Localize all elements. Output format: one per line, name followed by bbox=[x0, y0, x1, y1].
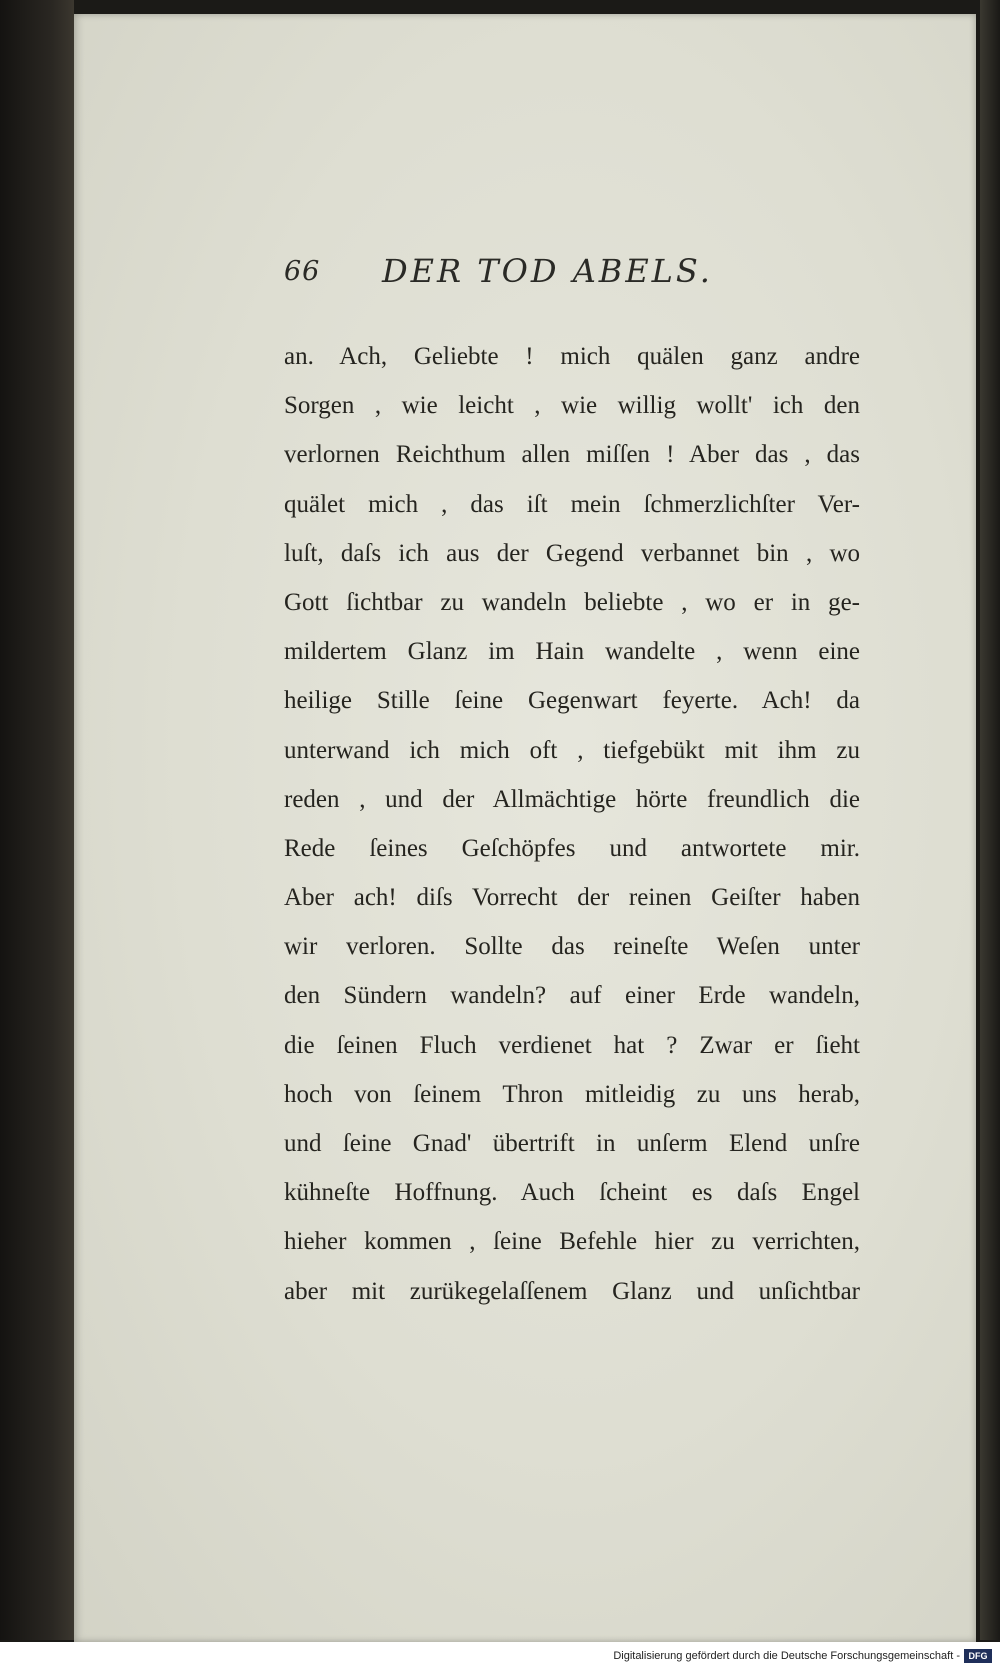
text-line: hoch von ſeinem Thron mitleidig zu uns herab, bbox=[284, 1080, 860, 1108]
text-line: und ſeine Gnad' übertrift in unſerm Elend unſre bbox=[284, 1130, 860, 1157]
text-line: kühneſte Hoffnung. Auch ſcheint es daſs Engel bbox=[284, 1179, 860, 1207]
text-line: den Sündern wandeln? auf einer Erde wandeln, bbox=[284, 982, 860, 1010]
text-line: an. Ach, Geliebte ! mich quälen ganz andre bbox=[284, 343, 860, 370]
scan-background-right bbox=[980, 0, 1000, 1640]
text-line: verlornen Reichthum allen miſſen ! Aber das , das bbox=[284, 441, 860, 469]
text-line: hieher kommen , ſeine Befehle hier zu verrichten, bbox=[284, 1228, 860, 1256]
footer-band bbox=[0, 1642, 1000, 1672]
text-line: unterwand ich mich oft , tiefgebükt mit ihm zu bbox=[284, 736, 860, 764]
scan-background-left bbox=[0, 0, 74, 1640]
book-page bbox=[74, 14, 976, 1642]
running-head bbox=[284, 252, 844, 300]
text-line: wir verloren. Sollte das reineſte Weſen unter bbox=[284, 933, 860, 961]
text-line: Aber ach! diſs Vorrecht der reinen Geiſter haben bbox=[284, 884, 860, 912]
text-line: luſt, daſs ich aus der Gegend verbannet bin , wo bbox=[284, 539, 860, 567]
text-line: die ſeinen Fluch verdienet hat ? Zwar er ſieht bbox=[284, 1031, 860, 1059]
footer-credit: Digitalisierung gefördert durch die Deutsche Forschungsgemeinschaft - bbox=[613, 1650, 960, 1662]
text-line: heilige Stille ſeine Gegenwart feyerte. Ach! da bbox=[284, 687, 860, 715]
text-line: aber mit zurükegelaſſenem Glanz und unſichtbar bbox=[284, 1277, 860, 1305]
page-number: 66 bbox=[284, 256, 321, 287]
text-line: Gott ſichtbar zu wandeln beliebte , wo er in ge- bbox=[284, 588, 860, 616]
page-title: DER TOD ABELS. bbox=[382, 252, 713, 290]
body-text bbox=[284, 332, 860, 1316]
text-line: reden , und der Allmächtige hörte freundlich die bbox=[284, 785, 860, 813]
dfg-logo: DFG bbox=[964, 1649, 992, 1663]
text-line: Rede ſeines Geſchöpfes und antwortete mir. bbox=[284, 834, 860, 862]
text-line: quälet mich , das iſt mein ſchmerzlichſter Ver- bbox=[284, 490, 860, 518]
text-line: mildertem Glanz im Hain wandelte , wenn eine bbox=[284, 638, 860, 666]
text-line: Sorgen , wie leicht , wie willig wollt' ich den bbox=[284, 392, 860, 420]
